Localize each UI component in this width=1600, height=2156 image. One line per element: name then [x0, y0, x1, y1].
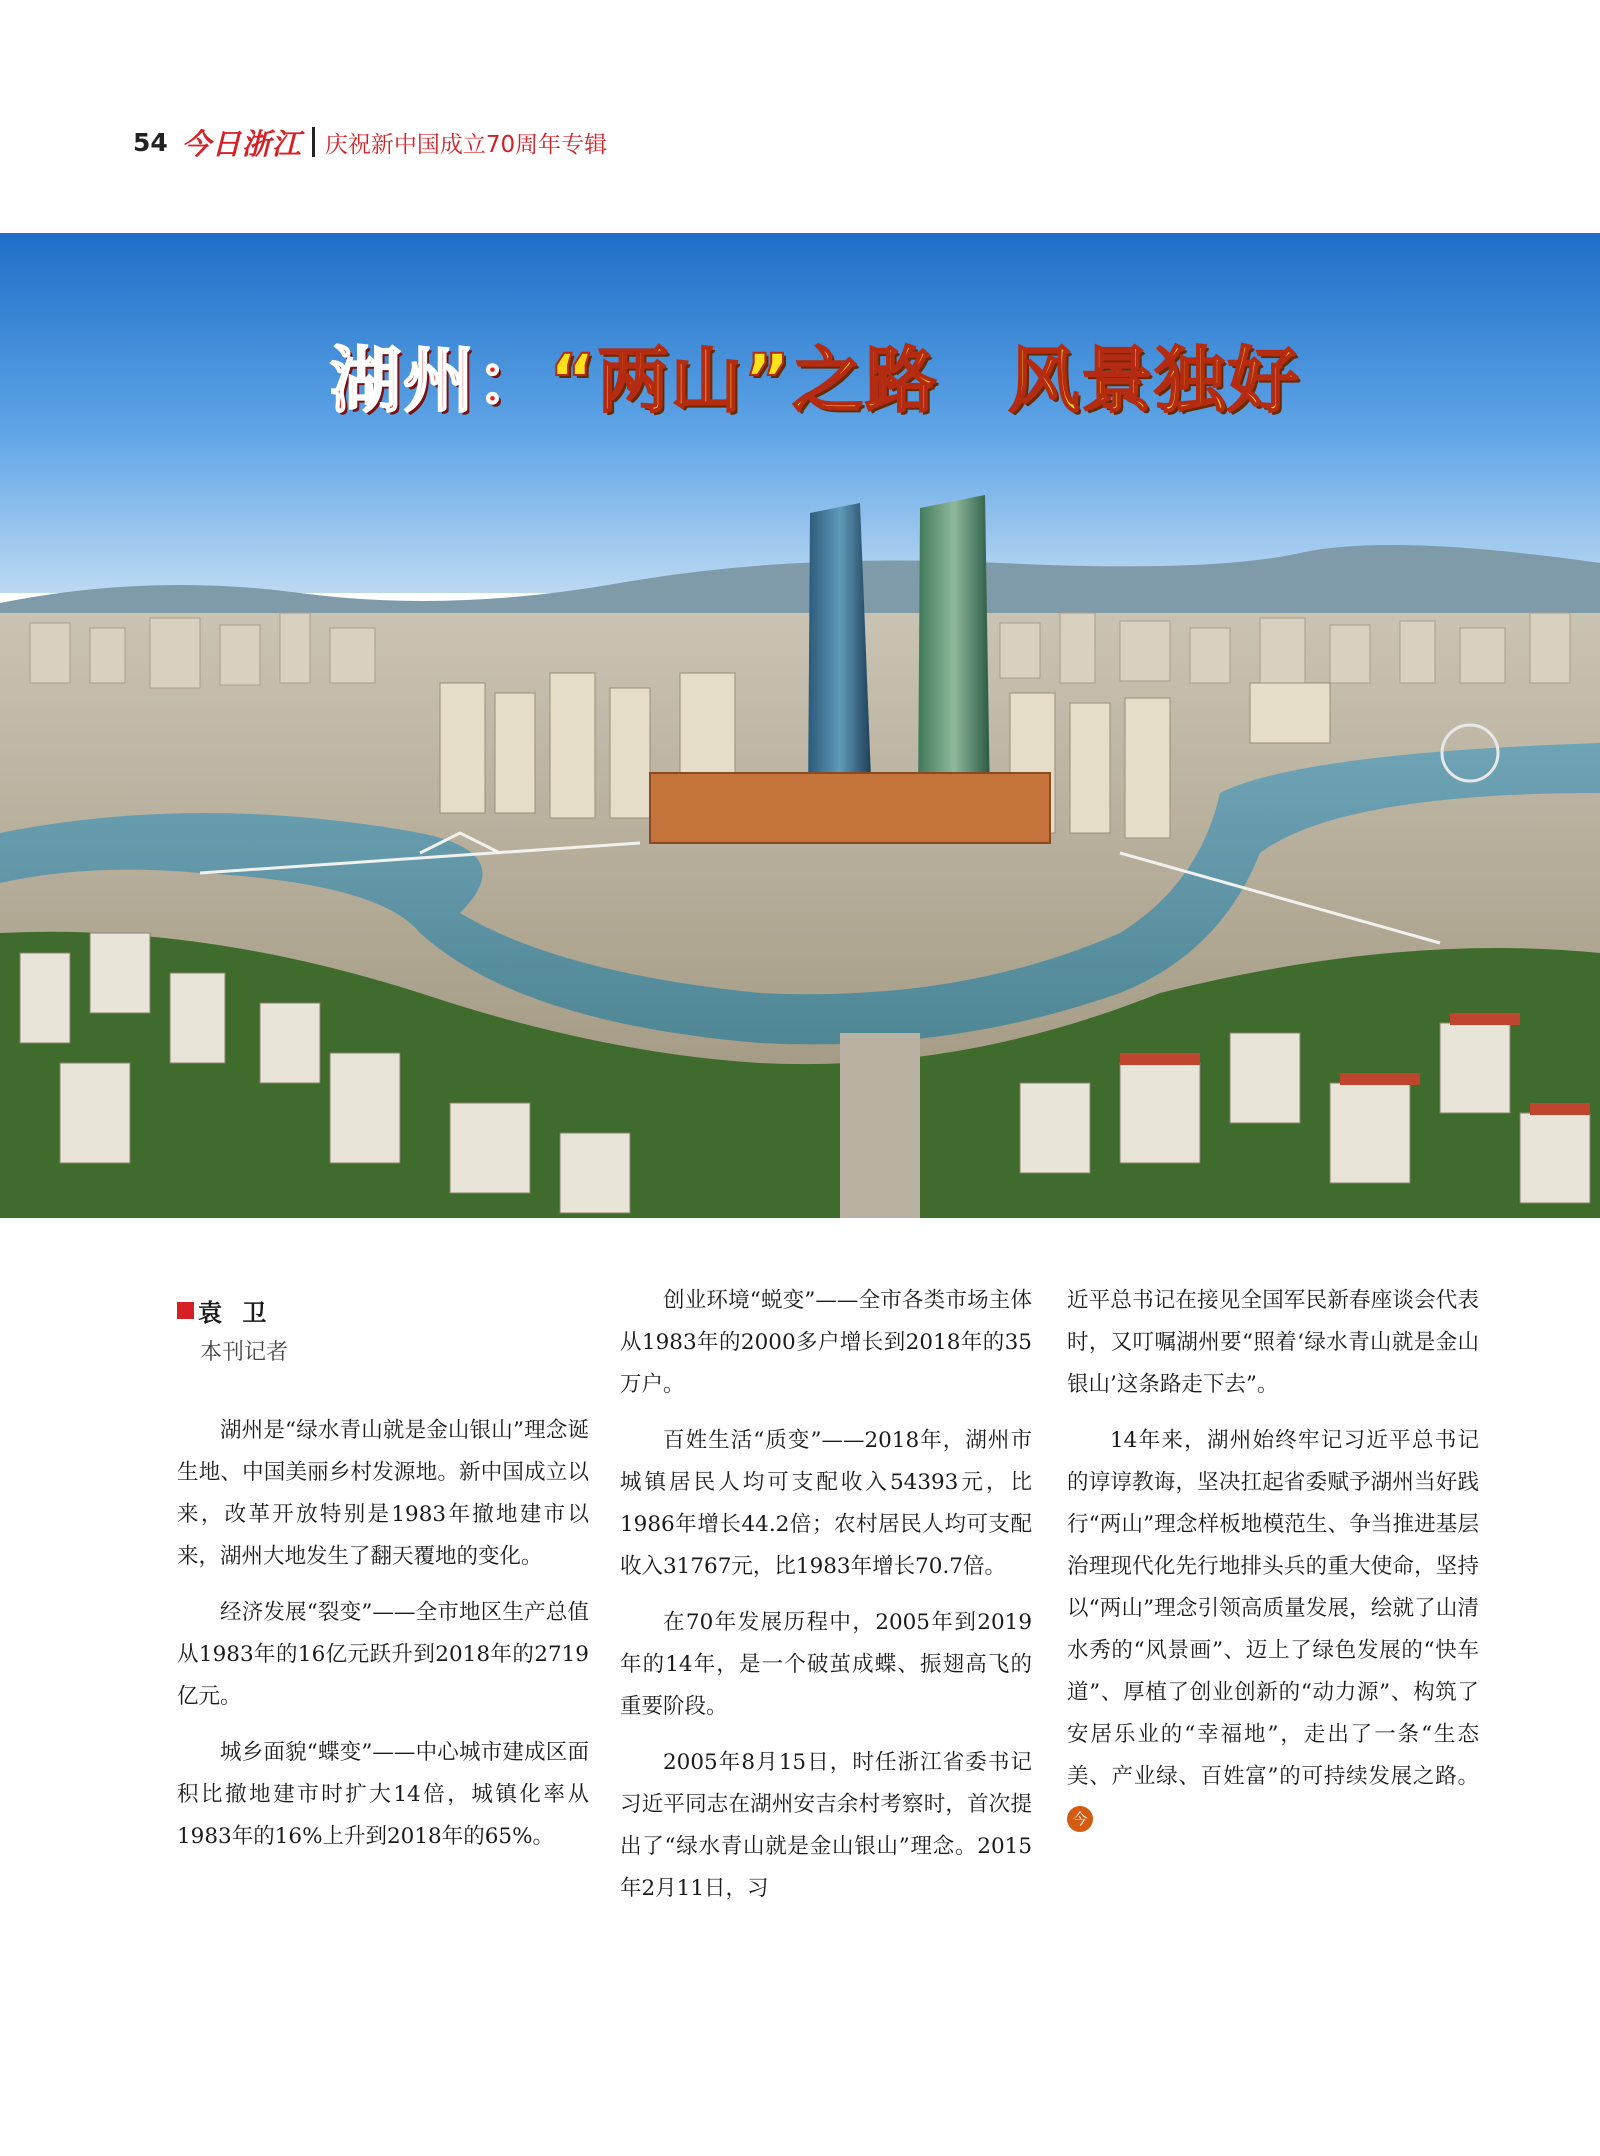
magazine-logo: 今日浙江 [181, 126, 302, 161]
paragraph: 湖州是“绿水青山就是金山银山”理念诞生地、中国美丽乡村发源地。新中国成立以来，改革开放特别是1983年撤地建市以来，湖州大地发生了翻天覆地的变化。 [177, 1418, 589, 1569]
hero-photo [0, 233, 1600, 1218]
article-column-1 [177, 1410, 589, 1872]
headline-tail: 风景独好 [1008, 339, 1301, 422]
paragraph: 城乡面貌“蝶变”——中心城市建成区面积比撤地建市时扩大14倍，城镇化率从1983年的16%上升到2018年的65%。 [177, 1740, 589, 1849]
headline-quote: “两山”之路 [549, 339, 939, 422]
paragraph: 百姓生活“质变”——2018年，湖州市城镇居民人均可支配收入54393元，比1986年增长44.2倍；农村居民人均可支配收入31767元，比1983年增长70.7倍。 [620, 1428, 1032, 1579]
byline-marker-icon [177, 1302, 194, 1319]
byline [177, 1293, 272, 1328]
paragraph [1067, 1420, 1479, 1840]
paragraph: 创业环境“蜕变”——全市各类市场主体从1983年的2000多户增长到2018年的35万户。 [620, 1288, 1032, 1397]
paragraph: 经济发展“裂变”——全市地区生产总值从1983年的16亿元跃升到2018年的2719亿元。 [177, 1600, 589, 1709]
paragraph: 近平总书记在接见全国军民新春座谈会代表时，又叮嘱湖州要“照着‘绿水青山就是金山银山’这条路走下去”。 [1067, 1288, 1479, 1397]
section-title: 庆祝新中国成立70周年专辑 [324, 131, 608, 158]
paragraph: 2005年8月15日，时任浙江省委书记习近平同志在湖州安吉余村考察时，首次提出了“绿水青山就是金山银山”理念。2015年2月11日，习 [620, 1750, 1032, 1901]
header-divider [312, 127, 315, 157]
paragraph: 在70年发展历程中，2005年到2019年的14年，是一个破茧成蝶、振翅高飞的重要阶段。 [620, 1610, 1032, 1719]
author-role: 本刊记者 [200, 1340, 289, 1365]
paragraph-text: 14年来，湖州始终牢记习近平总书记的谆谆教诲，坚决扛起省委赋予湖州当好践行“两山”理念样板地模范生、争当推进基层治理现代化先行地排头兵的重大使命，坚持以“两山”理念引领高质量发展，绘就了山清水秀的“风景画”、迈上了绿色发展的“快车道”、厚植了创业创新的“动力源”、构筑了安居乐业的“幸福地”，走出了一条“生态美、产业绿、百姓富”的可持续发展之路。 [1067, 1428, 1479, 1789]
article-column-3 [1067, 1280, 1479, 1854]
author-name: 袁 卫 [198, 1299, 273, 1327]
running-header [133, 120, 607, 164]
page-number: 54 [133, 127, 168, 157]
headline-place: 湖州： [330, 339, 550, 422]
end-mark-icon: 今 [1067, 1806, 1093, 1832]
article-column-2 [620, 1280, 1032, 1924]
headline [330, 339, 1301, 422]
